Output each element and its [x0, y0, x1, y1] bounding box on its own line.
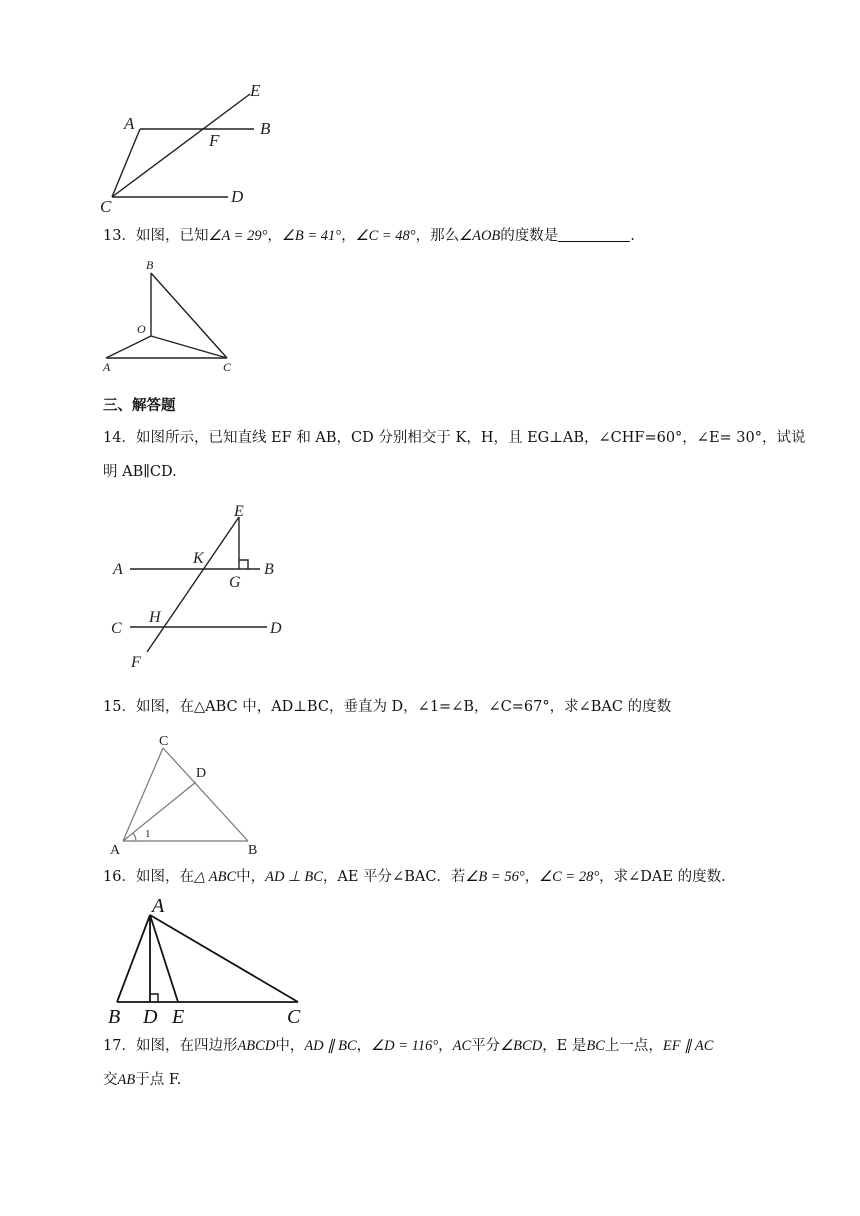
angle-label: 1 [145, 828, 151, 840]
question-17: 17．如图，在四边形ABCD中，AD ∥ BC，∠D = 116°，AC平分∠BCD，E 是BC上一点，EF ∥ AC [103, 1038, 714, 1054]
label-f: F [131, 654, 141, 671]
math-angle-aob: ∠AOB [459, 228, 501, 244]
label-b: B [264, 561, 274, 578]
figure-12-parallel-lines [100, 80, 280, 215]
label-e: E [250, 81, 261, 100]
answer-blank[interactable] [558, 227, 630, 242]
label-c: C [223, 360, 232, 374]
label-c: C [287, 1006, 301, 1028]
segment-cb [163, 748, 248, 841]
label-a: A [124, 114, 135, 133]
label-d: D [196, 766, 207, 781]
segment-ac [150, 915, 298, 1002]
figure-16-triangle-abc [100, 893, 315, 1028]
label-k: K [193, 550, 204, 567]
question-17-continued: 交AB于点 F. [103, 1072, 182, 1088]
label-c: C [159, 734, 169, 749]
question-16: 16．如图，在△ ABC中，AD ⊥ BC，AE 平分∠BAC．若∠B = 56°，∠C = 28°，求∠DAE 的度数. [103, 869, 726, 885]
segment-oc [151, 336, 227, 358]
question-15: 15．如图，在△ABC 中，AD⊥BC，垂直为 D，∠1=∠B，∠C=67°，求∠BAC 的度数 [103, 699, 672, 715]
label-f: F [209, 131, 220, 150]
question-number: 16． [103, 869, 136, 885]
question-14: 14．如图所示，已知直线 EF 和 AB，CD 分别相交于 K，H，且 EG⊥AB，∠CHF=60°，∠E= 30°，试说 [103, 430, 806, 446]
question-number: 13． [103, 228, 136, 244]
label-e: E [172, 1006, 185, 1028]
right-angle-mark [150, 994, 158, 1002]
math-angle-b: ∠B = 56° [465, 869, 525, 885]
figure-15-triangle-abc [100, 730, 275, 860]
label-e: E [234, 503, 244, 520]
right-angle-mark [239, 560, 248, 569]
math-angle-a: ∠A = 29° [208, 228, 268, 244]
label-d: D [231, 187, 244, 206]
math-angle-c: ∠C = 28° [539, 869, 600, 885]
label-a: A [113, 561, 123, 578]
question-number: 17． [103, 1038, 136, 1054]
label-a: A [152, 895, 165, 917]
label-a: A [103, 360, 111, 374]
label-a: A [110, 843, 121, 858]
label-b: B [146, 258, 154, 272]
segment-ac [123, 748, 163, 841]
label-g: G [229, 574, 241, 591]
label-o: O [137, 322, 146, 336]
segment-ad [123, 782, 196, 841]
math-angle-b: ∠B = 41° [281, 228, 342, 244]
math-ad-perp-bc: AD ⊥ BC [265, 869, 323, 885]
math-angle-c: ∠C = 48° [355, 228, 416, 244]
figure-14-transversal [100, 497, 300, 672]
label-h: H [149, 609, 161, 626]
label-d: D [270, 620, 282, 637]
question-14-continued: 明 AB∥CD. [103, 464, 177, 480]
label-b: B [260, 119, 271, 138]
label-c: C [111, 620, 122, 637]
label-b: B [108, 1006, 121, 1028]
segment-bc [151, 273, 227, 358]
line-ef [147, 517, 239, 652]
math-triangle-abc: △ ABC [193, 869, 237, 885]
angle-arc [133, 833, 136, 841]
segment-ab [117, 915, 150, 1002]
label-b: B [248, 843, 258, 858]
section-heading: 三、解答题 [103, 397, 176, 414]
segment-oa [106, 336, 151, 358]
figure-13-triangle-aob [100, 256, 240, 376]
question-13: 13．如图，已知∠A = 29°，∠B = 41°，∠C = 48°，那么∠AOB的度数是 . [103, 228, 635, 244]
label-c: C [100, 197, 112, 216]
label-d: D [143, 1006, 158, 1028]
